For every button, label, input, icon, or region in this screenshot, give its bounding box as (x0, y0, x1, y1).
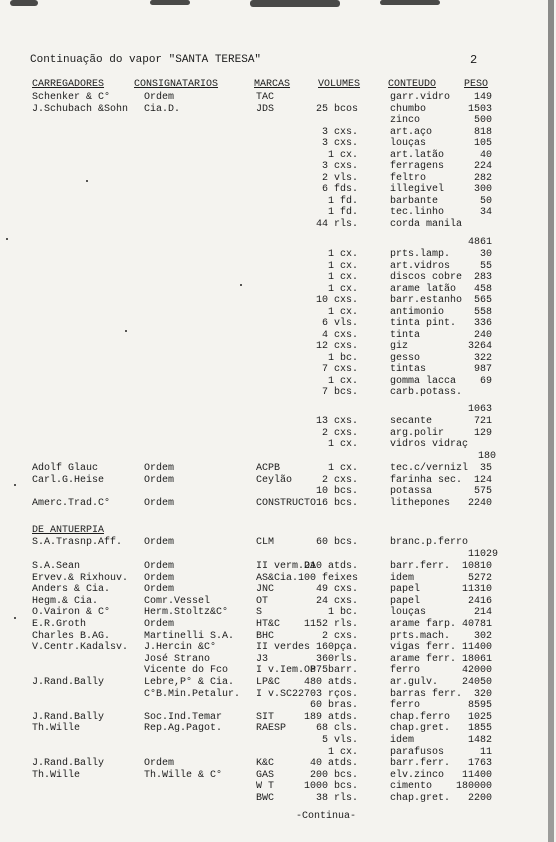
content-cell: garr.vidro (390, 92, 451, 103)
volume-cell: 2 vls. (321, 172, 358, 184)
weight-cell: 3264 (467, 341, 492, 352)
weight-cell: 500 (473, 115, 492, 126)
volume-cell: 1 cx. (327, 249, 358, 260)
content-cell: art.latão (390, 149, 445, 161)
weight-cell: 558 (473, 306, 492, 318)
scan-smudge (380, 0, 440, 5)
shipper-cell: E.R.Groth (32, 619, 87, 630)
weight-cell: 8595 (467, 700, 492, 712)
volume-cell: 10 cxs. (315, 295, 358, 306)
mark-cell: LP&C (256, 677, 281, 688)
volume-cell: 360rls. (315, 653, 358, 665)
shipper-cell: V.Centr.Kadalsv. (32, 642, 129, 654)
section-heading-antwerp: DE ANTUERPIA (32, 525, 105, 536)
consignee-cell: Vicente do Fco (144, 665, 229, 677)
weight-cell: 124 (473, 474, 492, 486)
mark-cell: OT (256, 595, 269, 607)
content-cell: tec.c/vernizl (390, 463, 469, 474)
subtotal-value: 180 (477, 451, 496, 462)
mark-cell: GAS (256, 769, 275, 781)
volume-cell: 12 cxs. (315, 341, 358, 352)
volume-cell: 25 bcos (315, 103, 358, 115)
mark-cell: AS&Cia. (256, 572, 299, 584)
weight-cell: 10810 (461, 561, 492, 572)
content-cell: ferro (390, 700, 421, 712)
scan-smudge (150, 0, 190, 5)
shipper-cell: O.Vairon & C° (32, 607, 111, 619)
content-cell: louças (390, 138, 427, 149)
volume-cell: 44 rls. (315, 218, 358, 230)
weight-cell: 224 (473, 161, 492, 172)
weight-cell: 300 (473, 184, 492, 195)
volume-cell: 24 cxs. (315, 595, 358, 607)
content-cell: vidros vidraç (390, 439, 469, 450)
weight-cell: 1503 (467, 103, 492, 115)
column-header-weight: PESO (464, 79, 489, 90)
volume-cell: 7 cxs. (321, 364, 358, 375)
content-cell: idem (390, 572, 415, 584)
consignee-cell: Lebre,P° & Cia. (144, 677, 235, 688)
consignee-cell: José Strano (144, 653, 211, 665)
content-cell: lithepones (390, 497, 451, 509)
volume-cell: 1 cx. (327, 463, 358, 474)
volume-cell: 1 cx. (327, 439, 358, 450)
weight-cell: 214 (473, 607, 492, 619)
shipper-cell: S.A.Trasnp.Aff. (32, 537, 123, 548)
consignee-cell: Comr.Vessel (144, 595, 211, 607)
weight-cell: 240 (473, 329, 492, 341)
weight-cell: 2416 (467, 595, 492, 607)
content-cell: feltro (390, 172, 427, 184)
volume-cell: 1 cx. (327, 746, 358, 758)
weight-cell: 55 (479, 260, 492, 272)
weight-cell: 2200 (467, 793, 492, 804)
content-cell: farinha sec. (390, 474, 463, 486)
weight-cell: 35 (479, 463, 492, 474)
volume-cell: 189 atds. (303, 711, 358, 723)
content-cell: carb.potass. (390, 387, 463, 398)
content-cell: zinco (390, 115, 421, 126)
weight-cell: 283 (473, 272, 492, 283)
volume-cell: 210 atds. (303, 561, 358, 572)
volume-cell: 2 cxs. (321, 630, 358, 642)
volume-cell: 1 fd. (327, 207, 358, 218)
mark-cell: CLM (256, 537, 275, 548)
weight-cell: 1763 (467, 758, 492, 770)
weight-cell: 575 (473, 486, 492, 497)
volume-cell: 4 cxs. (321, 329, 358, 341)
content-cell: barras ferr. (390, 688, 463, 700)
scan-dot (86, 180, 88, 182)
weight-cell: 987 (473, 364, 492, 375)
scan-dot (240, 284, 242, 286)
consignee-cell: Soc.Ind.Temar (144, 711, 223, 723)
volume-cell: 49 cxs. (315, 584, 358, 596)
volume-cell: 100 feixes (297, 572, 358, 584)
shipper-cell: J.Schubach &Sohn (32, 103, 129, 115)
volume-cell: 875barr. (309, 665, 358, 677)
weight-cell: 30 (479, 249, 492, 260)
scan-smudge (10, 0, 38, 6)
shipper-cell: Ervev.& Rixhouv. (32, 572, 129, 584)
content-cell: chap.ferro (390, 711, 451, 723)
volume-cell: 1 cx. (327, 149, 358, 161)
weight-cell: 11400 (461, 642, 492, 654)
shipper-cell: Hegm.& Cia. (32, 595, 99, 607)
consignee-cell: Ordem (144, 463, 175, 474)
shipper-cell: J.Rand.Bally (32, 758, 105, 770)
shipper-cell: J.Rand.Bally (32, 711, 105, 723)
shipper-cell: Charles B.AG. (32, 630, 111, 642)
volume-cell: 1152 rls. (303, 619, 358, 630)
shipper-cell: Th.Wille (32, 723, 81, 735)
shipper-cell: Adolf Glauc (32, 463, 99, 474)
consignee-cell: Ordem (144, 537, 175, 548)
column-header-shippers: CARREGADORES (32, 79, 105, 90)
content-cell: antimonio (390, 306, 445, 318)
volume-cell: 1 fd. (327, 195, 358, 207)
content-cell: branc.p.ferro (390, 537, 469, 548)
mark-cell: K&C (256, 758, 275, 770)
mark-cell: ACPB (256, 463, 281, 474)
weight-cell: 5272 (467, 572, 492, 584)
mark-cell: TAC (256, 92, 275, 103)
content-cell: barr.ferr. (390, 561, 451, 572)
volume-cell: 1 bc. (327, 352, 358, 364)
content-cell: barr.estanho (390, 295, 463, 306)
mark-cell: BWC (256, 793, 275, 804)
column-header-consignees: CONSIGNATARIOS (134, 79, 219, 90)
consignee-cell: Ordem (144, 619, 175, 630)
mark-cell: J3 (256, 653, 269, 665)
content-cell: gomma lacca (390, 375, 457, 387)
volume-cell: 16 bcs. (315, 497, 358, 509)
mark-cell: II verm.DA (256, 561, 317, 572)
weight-cell: 34 (479, 207, 492, 218)
weight-cell: 18061 (461, 653, 492, 665)
mark-cell: II verdes (256, 642, 311, 654)
mark-cell: Ceylão (256, 474, 293, 486)
weight-cell: 320 (473, 688, 492, 700)
mark-cell: I v.Iem.OP (256, 665, 317, 677)
volume-cell: 40 atds. (309, 758, 358, 770)
shipper-cell: Anders & Cia. (32, 584, 111, 596)
mark-cell: SIT (256, 711, 275, 723)
column-header-contents: CONTEUDO (388, 79, 437, 90)
content-cell: art.aço (390, 126, 433, 138)
mark-cell: RAESP (256, 723, 287, 735)
shipper-cell: Amerc.Trad.C° (32, 497, 111, 509)
weight-cell: 2240 (467, 497, 492, 509)
mark-cell: JDS (256, 103, 275, 115)
weight-cell: 1482 (467, 735, 492, 746)
shipper-cell: Schenker & C° (32, 92, 111, 103)
content-cell: elv.zinco (390, 769, 445, 781)
weight-cell: 11 (479, 746, 492, 758)
weight-cell: 282 (473, 172, 492, 184)
volume-cell: 1 cx. (327, 260, 358, 272)
weight-cell: 336 (473, 318, 492, 329)
volume-cell: 1 cx. (327, 306, 358, 318)
scan-dot (6, 238, 8, 240)
weight-cell: 24050 (461, 677, 492, 688)
weight-cell: 565 (473, 295, 492, 306)
content-cell: giz (390, 341, 409, 352)
weight-cell: 69 (479, 375, 492, 387)
shipper-cell: J.Rand.Bally (32, 677, 105, 688)
volume-cell: 68 cls. (315, 723, 358, 735)
mark-cell: I v.SC (256, 688, 293, 700)
weight-cell: 458 (473, 283, 492, 295)
mark-cell: HT&C (256, 619, 281, 630)
volume-cell: 60 bcs. (315, 537, 358, 548)
volume-cell: 7 bcs. (321, 387, 358, 398)
content-cell: prts.lamp. (390, 249, 451, 260)
volume-cell: 10 bcs. (315, 486, 358, 497)
consignee-cell: Martinelli S.A. (144, 630, 235, 642)
subtotal-value: 1063 (467, 404, 492, 415)
content-cell: tinta (390, 329, 421, 341)
content-cell: ferragens (390, 161, 445, 172)
content-cell: prts.mach. (390, 630, 451, 642)
continuation-note: -Continua- (296, 811, 357, 822)
mark-cell: BHC (256, 630, 275, 642)
volume-cell: 6 fds. (321, 184, 358, 195)
content-cell: discos cobre (390, 272, 463, 283)
mark-cell: JNC (256, 584, 275, 596)
volume-cell: 5 vls. (321, 735, 358, 746)
content-cell: tinta pint. (390, 318, 457, 329)
consignee-cell: Ordem (144, 584, 175, 596)
consignee-cell: Cia.D. (144, 103, 181, 115)
weight-cell: 11400 (461, 769, 492, 781)
content-cell: illegivel (390, 184, 445, 195)
mark-cell: S (256, 607, 263, 619)
weight-cell: 42000 (461, 665, 492, 677)
column-header-volumes: VOLUMES (318, 79, 361, 90)
content-cell: idem (390, 735, 415, 746)
volume-cell: 480 atds. (303, 677, 358, 688)
content-cell: corda manila (390, 218, 463, 230)
content-cell: tec.linho (390, 207, 445, 218)
volume-cell: 2 cxs. (321, 427, 358, 439)
content-cell: papel (390, 595, 421, 607)
volume-cell: 200 bcs. (309, 769, 358, 781)
volume-cell: 2 cxs. (321, 474, 358, 486)
content-cell: tintas (390, 364, 427, 375)
weight-cell: 818 (473, 126, 492, 138)
weight-cell: 129 (473, 427, 492, 439)
weight-cell: 302 (473, 630, 492, 642)
column-header-marks: MARCAS (254, 79, 291, 90)
content-cell: potassa (390, 486, 433, 497)
weight-cell: 180000 (455, 781, 492, 793)
subtotal-value: 4861 (467, 237, 492, 248)
content-cell: secante (390, 416, 433, 427)
subtotal-value: 11029 (467, 549, 498, 560)
consignee-cell: Ordem (144, 92, 175, 103)
content-cell: art.vidros (390, 260, 451, 272)
weight-cell: 322 (473, 352, 492, 364)
content-cell: chap.gret. (390, 793, 451, 804)
scan-dot (14, 617, 16, 619)
consignee-cell: J.Hercin &C° (144, 642, 217, 654)
volume-cell: 3 cxs. (321, 161, 358, 172)
weight-cell: 721 (473, 416, 492, 427)
page-number: 2 (470, 53, 478, 67)
volume-cell: 60 bras. (309, 700, 358, 712)
volume-cell: 1 cx. (327, 272, 358, 283)
content-cell: barr.ferr. (390, 758, 451, 770)
volume-cell: 13 cxs. (315, 416, 358, 427)
weight-cell: 11310 (461, 584, 492, 596)
weight-cell: 40 (479, 149, 492, 161)
volume-cell: 3 cxs. (321, 126, 358, 138)
shipper-cell: S.A.Sean (32, 561, 81, 572)
content-cell: papel (390, 584, 421, 596)
content-cell: arame ferr. (390, 653, 457, 665)
volume-cell: 38 rls. (315, 793, 358, 804)
scan-dot (125, 330, 127, 332)
content-cell: louças (390, 607, 427, 619)
shipper-cell: Carl.G.Heise (32, 474, 105, 486)
volume-cell: 1 bc. (327, 607, 358, 619)
content-cell: parafusos (390, 746, 445, 758)
scan-smudge (250, 0, 340, 7)
volume-cell: 1 cx. (327, 375, 358, 387)
weight-cell: 40781 (461, 619, 492, 630)
content-cell: chap.gret. (390, 723, 451, 735)
volume-cell: 6 vls. (321, 318, 358, 329)
content-cell: chumbo (390, 103, 427, 115)
scan-dot (14, 484, 16, 486)
volume-cell: 1 cx. (327, 283, 358, 295)
mark-cell: W T (256, 781, 275, 793)
consignee-cell: Ordem (144, 474, 175, 486)
volume-cell: 22703 rços. (291, 688, 358, 700)
volume-cell: 1000 bcs. (303, 781, 358, 793)
content-cell: arame farp. (390, 619, 457, 630)
weight-cell: 1855 (467, 723, 492, 735)
consignee-cell: Rep.Ag.Pagot. (144, 723, 223, 735)
scan-edge (548, 0, 554, 842)
weight-cell: 149 (473, 92, 492, 103)
shipper-cell: Th.Wille (32, 769, 81, 781)
consignee-cell: Ordem (144, 572, 175, 584)
consignee-cell: Th.Wille & C° (144, 769, 223, 781)
content-cell: ferro (390, 665, 421, 677)
weight-cell: 1025 (467, 711, 492, 723)
consignee-cell: Ordem (144, 561, 175, 572)
mark-cell: CONSTRUCTO (256, 497, 317, 509)
document-title: Continuação do vapor "SANTA TERESA" (30, 54, 262, 66)
weight-cell: 105 (473, 138, 492, 149)
volume-cell: 3 cxs. (321, 138, 358, 149)
consignee-cell: C°B.Min.Petalur. (144, 688, 241, 700)
volume-cell: 160pça. (315, 642, 358, 654)
content-cell: barbante (390, 195, 439, 207)
consignee-cell: Ordem (144, 497, 175, 509)
consignee-cell: Ordem (144, 758, 175, 770)
content-cell: vigas ferr. (390, 642, 457, 654)
content-cell: gesso (390, 352, 421, 364)
content-cell: cimento (390, 781, 433, 793)
consignee-cell: Herm.Stoltz&C° (144, 607, 229, 619)
weight-cell: 50 (479, 195, 492, 207)
content-cell: arg.polir (390, 427, 445, 439)
content-cell: arame latão (390, 283, 457, 295)
content-cell: ar.gulv. (390, 677, 439, 688)
